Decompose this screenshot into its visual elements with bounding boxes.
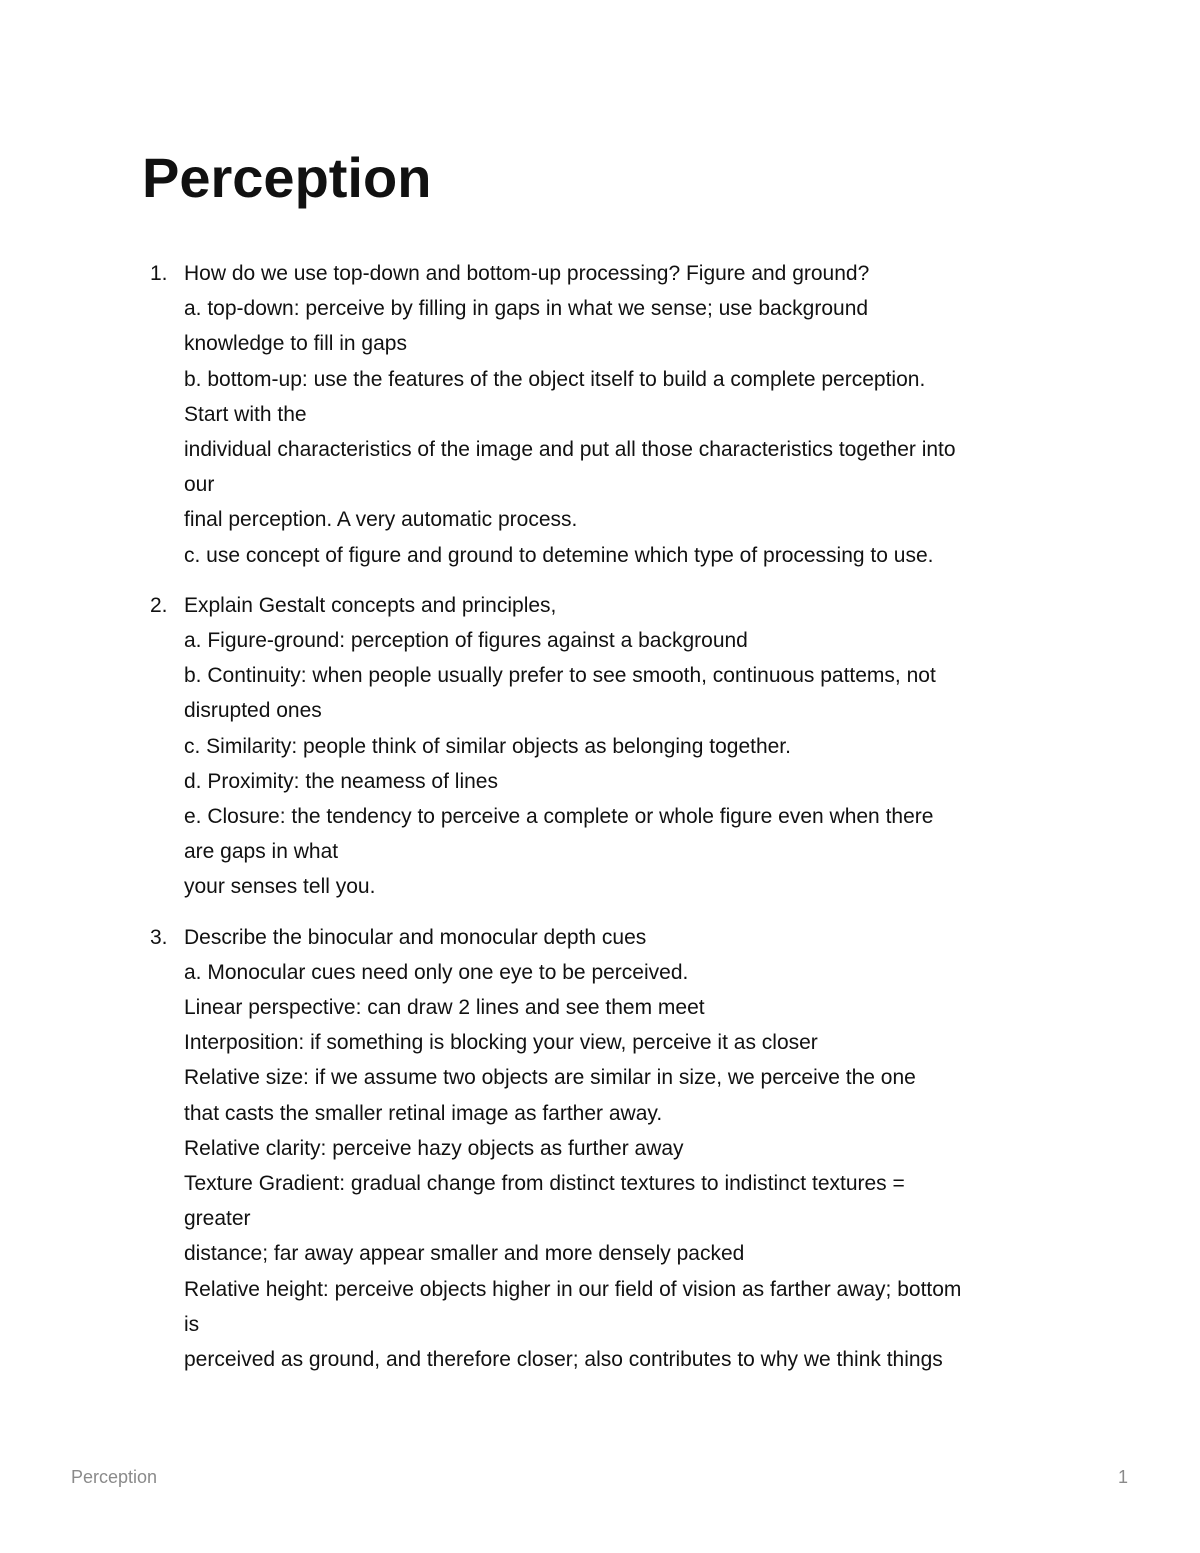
question-text: How do we use top-down and bottom-up processing? Figure and ground? (184, 262, 870, 285)
answer-line: our (184, 473, 215, 497)
answer-line: Relative size: if we assume two objects are similar in size, we perceive the one (184, 1066, 916, 1090)
page-number: 1 (1118, 1467, 1129, 1487)
answer-line: e. Closure: the tendency to perceive a complete or whole figure even when there (184, 805, 934, 829)
answer-line: final perception. A very automatic process. (184, 508, 578, 532)
answer-line: a. Monocular cues need only one eye to be perceived. (184, 960, 689, 984)
answer-line: a. Figure-ground: perception of figures against a background (184, 629, 748, 653)
answer-line: c. Similarity: people think of similar objects as belonging together. (184, 734, 791, 758)
answer-line: c. use concept of figure and ground to detemine which type of processing to use. (184, 543, 934, 567)
answer-line: perceived as ground, and therefore closer; also contributes to why we think things (184, 1348, 943, 1372)
list-item-3 (142, 920, 1062, 1378)
answer-line: Relative height: perceive objects higher in our field of vision as farther away; bottom (184, 1277, 962, 1301)
list-number: 1. (150, 262, 168, 285)
answer-line: Relative clarity: perceive hazy objects as further away (184, 1136, 684, 1160)
page-title: Perception (142, 146, 432, 209)
answer-line: Start with the (184, 402, 307, 426)
answer-line: individual characteristics of the image and put all those characteristics together into (184, 438, 956, 462)
answer-line: that casts the smaller retinal image as farther away. (184, 1101, 663, 1125)
answer-line: knowledge to fill in gaps (184, 332, 407, 356)
answer-line: b. bottom-up: use the features of the object itself to build a complete perception. (184, 367, 926, 391)
list-item-2 (142, 588, 1062, 905)
footer-title: Perception (71, 1467, 158, 1487)
answer-line: greater (184, 1207, 251, 1231)
answer-line: is (184, 1312, 200, 1336)
question-text: Describe the binocular and monocular depth cues (184, 925, 647, 949)
list-number: 2. (150, 593, 168, 617)
answer-line: Linear perspective: can draw 2 lines and see them meet (184, 996, 705, 1020)
answer-line: Texture Gradient: gradual change from distinct textures to indistinct textures = (184, 1172, 905, 1196)
answer-line: distance; far away appear smaller and more densely packed (184, 1242, 745, 1266)
answer-line: b. Continuity: when people usually prefer to see smooth, continuous pattems, not (184, 664, 936, 688)
answer-line: are gaps in what (184, 840, 339, 864)
list-number: 3. (150, 925, 168, 949)
answer-line: d. Proximity: the neamess of lines (184, 769, 498, 793)
answer-line: a. top-down: perceive by filling in gaps in what we sense; use background (184, 297, 869, 321)
answer-line: your senses tell you. (184, 875, 376, 899)
answer-line: Interposition: if something is blocking your view, perceive it as closer (184, 1031, 818, 1055)
answer-line: disrupted ones (184, 699, 322, 723)
list-item-1 (142, 256, 1062, 573)
numbered-list (142, 256, 1062, 1392)
question-text: Explain Gestalt concepts and principles, (184, 593, 557, 617)
